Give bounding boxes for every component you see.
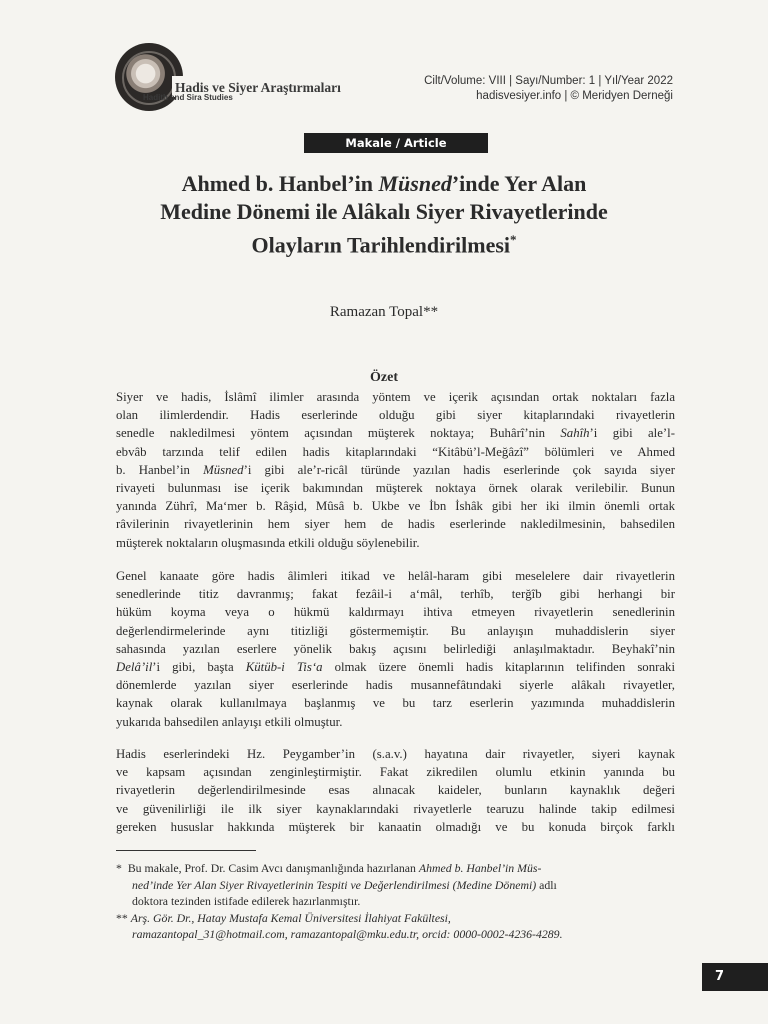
italic-run: Kütüb-i Tis‘a	[245, 660, 323, 675]
journal-volume-line: Cilt/Volume: VIII | Sayı/Number: 1 | Yıl/Year 2022	[424, 75, 673, 87]
title-line3: Olayların Tarihlendirilmesi	[251, 232, 511, 258]
text-line: ve güvenilirliği ile ilk siyer kaynaklarındaki rivayetlerle tearuzu halinde takip edilmesi	[116, 801, 675, 816]
text-line	[116, 424, 675, 442]
footnote-divider	[116, 850, 256, 851]
footnote-2-line	[116, 910, 676, 927]
footnote-marker: **	[116, 910, 128, 925]
text-line: kaynak olarak kullanılmaya başlanmış ve bu tarz eserlerin yazımında muhaddislerin	[116, 696, 675, 711]
footnote-1-line	[116, 877, 676, 894]
italic-run: Ahmed b. Hanbel’in Müs-	[418, 861, 542, 875]
text-run: olmak üzere önemli hadis kitaplarının telifinden sonraki	[322, 660, 675, 675]
text-line: senedlerinde titiz davranmış; fakat fezâil-i a‘mâl, terhîb, terğîb gibi herhangi bir	[116, 587, 675, 602]
italic-run: Sahîh	[560, 426, 590, 441]
title-line1-italic: Müsned	[378, 171, 452, 196]
footnote-1-line	[116, 860, 676, 877]
text-line: rivayetlerin değerlendirilmesinde esas alınacak kaideler, bunların kaynaklık değeri	[116, 783, 675, 798]
text-run: Bu makale, Prof. Dr. Casim Avcı danışmanlığında hazırlanan	[127, 861, 419, 875]
text-line: Genel kanaate göre hadis âlimleri itikad ve helâl-haram gibi meselelere dair rivayetlerin	[116, 569, 675, 583]
italic-run: Arş. Gör. Dr., Hatay Mustafa Kemal Üniversitesi İlahiyat Fakültesi,	[130, 910, 451, 925]
italic-run: Delâ’il	[116, 660, 153, 675]
text-line	[116, 461, 675, 479]
author-name: Ramazan Topal**	[329, 304, 439, 320]
text-line: Hadis eserlerindeki Hz. Peygamber’in (s.a.v.) hayatına dair rivayetler, siyeri kaynak	[116, 747, 675, 761]
text-line: değerlendirmelerinde aynı titizliği göstermemiştir. Bu anlayışın muhaddislerin siyer	[116, 623, 675, 638]
journal-website-line: hadisvesiyer.info | © Meridyen Derneği	[476, 90, 673, 102]
page-number: 7	[702, 963, 768, 991]
text-line: hüküm koyma veya o hükmü kaldırmayı ihtiva etmeyen rivayetlerin senedlerinin	[116, 605, 675, 620]
text-line: gereken hususlar hakkında müşterek bir kanaatin olmadığı ve bu konuda birçok farklı	[116, 819, 675, 834]
abstract-heading: Özet	[370, 370, 398, 385]
text-line: rivayeti bulunması ise içerik bakımından müşterek noktaya örnek olarak verilebilir. Bunun	[116, 481, 675, 496]
text-line: sahasında yazılan eserlere yönelik bakış açısını belirlediği anlaşılmaktadır. Beyhakî’nin	[116, 641, 675, 656]
title-line1-b: ’inde Yer Alan	[451, 171, 587, 196]
title-footnote-marker: *	[510, 232, 517, 247]
journal-meta	[424, 74, 673, 104]
title-line1-a: Ahmed b. Hanbel’in	[181, 171, 379, 196]
abstract-paragraph-1	[116, 388, 675, 552]
italic-run: Müsned	[203, 462, 244, 477]
text-line: olan ilimlerdendir. Hadis eserlerinde olduğu gibi siyer kitaplarındaki rivayetlerin	[116, 408, 675, 423]
text-line: yukarıda bahsedilen anlayışı etkili olmuştur.	[116, 714, 343, 729]
footnote-1-line: doktora tezinden istifade edilerek hazırlanmıştır.	[132, 894, 361, 909]
text-run: senedle nakledilmesi yöntem açısından müşterek noktaya; Buhârî’nin	[116, 426, 561, 441]
text-line: müşterek noktaların oluşmasında etkili olduğu söylenebilir.	[116, 535, 420, 550]
text-line	[116, 658, 675, 676]
text-line: Siyer ve hadis, İslâmî ilimler arasında yöntem ve içerik açısından ortak noktaları fazla	[116, 390, 675, 404]
footnote-2-line	[116, 926, 676, 943]
abstract-paragraph-3	[116, 745, 675, 836]
text-run: ’i	[152, 660, 161, 675]
text-line: râvilerinin rivayetlerinin hem siyer hem de hadis eserlerinde nakledilmesinin, bahsedilen	[116, 517, 675, 532]
text-run: adlı	[536, 877, 557, 892]
footnote-marker: *	[116, 861, 122, 875]
text-run: b. Hanbel’in	[116, 462, 204, 477]
text-line: ve kapsam açısından zenginleştirmiştir. Fakat zikredilen olumlu etkinin yanında bu	[116, 765, 675, 780]
text-line: ebvâb tarzında telif edilen hadis kitaplarındaki “Kitâbü’l-Meğâzî” bölümleri ve Ahmed	[116, 444, 675, 459]
journal-logo	[115, 43, 385, 131]
abstract-paragraph-2	[116, 567, 675, 731]
article-title	[100, 170, 668, 259]
logo-title: Hadis ve Siyer Araştırmaları	[175, 80, 341, 95]
text-line: yanında Zührî, Ma‘mer b. Râşid, Mûsâ b. Ukbe ve İbn İshâk gibi her iki ilmin önemli ortak	[116, 499, 675, 514]
footnotes	[116, 860, 676, 943]
text-run: ’i gibi ale’r-ricâl türünde yazılan hadis eserlerinde çok sayıda siyer	[243, 462, 675, 477]
title-line2: Medine Dönemi ile Alâkalı Siyer Rivayetlerinde	[160, 199, 608, 224]
text-line: dönemlerde yazılan siyer eserlerinde hadis musannefâtındaki siyerle alâkalı rivayetler,	[116, 678, 675, 693]
text-run: gibi, başta	[160, 660, 246, 675]
logo-subtitle: Hadith and Sira Studies	[143, 93, 233, 102]
text-run: ’i gibi ale’l-	[589, 426, 675, 441]
italic-run: ned’inde Yer Alan Siyer Rivayetlerinin Tespiti ve Değerlendirilmesi (Medine Dönemi)	[132, 877, 537, 892]
italic-run: ramazantopal_31@hotmail.com, ramazantopal@mku.edu.tr, orcid: 0000-0002-4236-4289.	[132, 927, 563, 942]
article-type-banner: Makale / Article	[304, 133, 488, 153]
